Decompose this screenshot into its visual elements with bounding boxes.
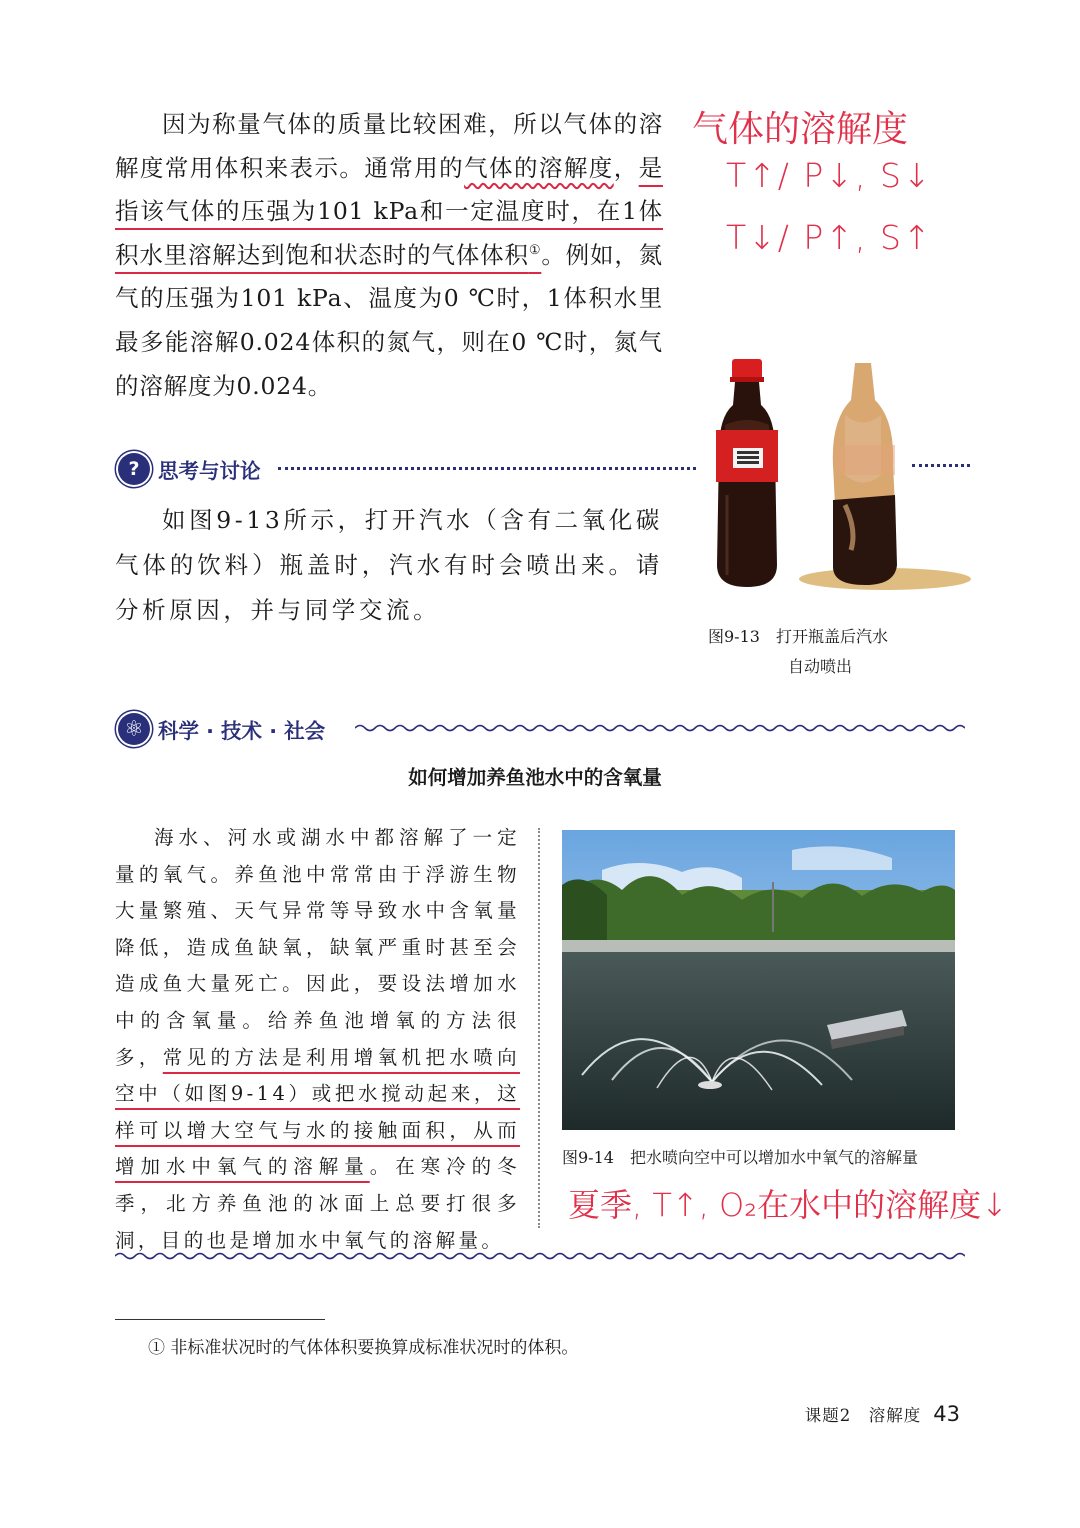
intro-paragraph: [115, 103, 663, 408]
handwritten-note-bottom: 夏季, T↑, O₂在水中的溶解度↓: [568, 1186, 1008, 1224]
gas-solubility-term: 气体的溶解度: [464, 153, 614, 182]
figure-9-14-caption: 图9-14 把水喷向空中可以增加水中氧气的溶解量: [562, 1148, 918, 1167]
sts-header: [118, 713, 325, 745]
article-text-block: [115, 820, 520, 1259]
article-text: 海水、河水或湖水中都溶解了一定量的氧气。养鱼池中常常由于浮游生物大量繁殖、天气异常等导致水中含氧量降低，造成鱼缺氧，缺氧严重时甚至会造成鱼大量死亡。因此，要设法增加水中的含氧量。给养鱼池增氧的方法很多，常见的方法是利用增氧机把水喷向空中（如图9-14）或把水搅动起来，这样可以增大空气与水的接触面积，从而增加水中氧气的溶解量。在寒冷的冬季，北方养鱼池的冰面上总要打很多洞，目的也是增加水中氧气的溶解量。: [115, 826, 520, 1252]
caption-line: 图9-13 打开瓶盖后汽水: [708, 627, 888, 646]
sts-title: 科学 · 技术 · 社会: [158, 719, 326, 743]
footnote-mark[interactable]: ①: [528, 242, 542, 258]
handwritten-note-line1: T↑/ P↓, S↓: [726, 156, 933, 195]
discussion-header: [118, 453, 261, 485]
figure-9-13-soda-photo: [705, 355, 980, 595]
dotted-divider: [278, 467, 696, 470]
discussion-text-block: [115, 498, 663, 633]
footnote: ① 非标准状况时的气体体积要换算成标准状况时的体积。: [148, 1338, 579, 1358]
figure-9-14-pond-photo: [562, 830, 955, 1130]
figure-9-13-caption: [708, 622, 888, 682]
wavy-divider-bottom: [115, 1250, 965, 1262]
foaming-bottle: [833, 363, 897, 585]
intro-text: 因为称量气体的质量比较困难，所以气体的溶解度常用体积来表示。通常用的气体的溶解度，是指该气体的压强为101 kPa和一定温度时，在1体积水里溶解达到饱和状态时的气体体积①。例如，氮气的压强为101 kPa、温度为0 ℃时，1体积水里最多能溶解0.024体积的氮气，则在0 ℃时，氮气的溶解度为0.024。: [115, 110, 663, 400]
dotted-divider-right: [912, 464, 970, 467]
article-title: 如何增加养鱼池水中的含氧量: [408, 766, 662, 789]
handwritten-note-line2: T↓/ P↑, S↑: [726, 218, 933, 257]
method-underlined: 常见的方法是利用增氧机把水喷向空中（如图9-14）或把水搅动起来，这样可以增大空气与水的接触面积，从而增加水中氧气的溶解量: [115, 1045, 520, 1179]
cola-bottle: [716, 359, 778, 587]
discussion-text: 如图9-13所示，打开汽水（含有二氧化碳气体的饮料）瓶盖时，汽水有时会喷出来。请分析原因，并与同学交流。: [115, 506, 663, 624]
page-number: 43: [933, 1402, 960, 1426]
page-footer: [805, 1402, 960, 1426]
caption-line: 自动喷出: [788, 657, 853, 676]
atom-icon: ⚛: [118, 713, 150, 745]
question-icon: ?: [118, 453, 150, 485]
footnote-rule: [115, 1319, 325, 1320]
discussion-title: 思考与讨论: [158, 459, 261, 483]
footer-section-label: 课题2 溶解度: [804, 1406, 922, 1425]
wavy-divider: [355, 722, 965, 734]
column-divider: [538, 828, 540, 1228]
handwritten-note-title: 气体的溶解度: [692, 109, 909, 150]
definition-underlined: 是指该气体的压强为101 kPa和一定温度时，在1体积水里溶解达到饱和状态时的气体体积①: [115, 153, 663, 269]
